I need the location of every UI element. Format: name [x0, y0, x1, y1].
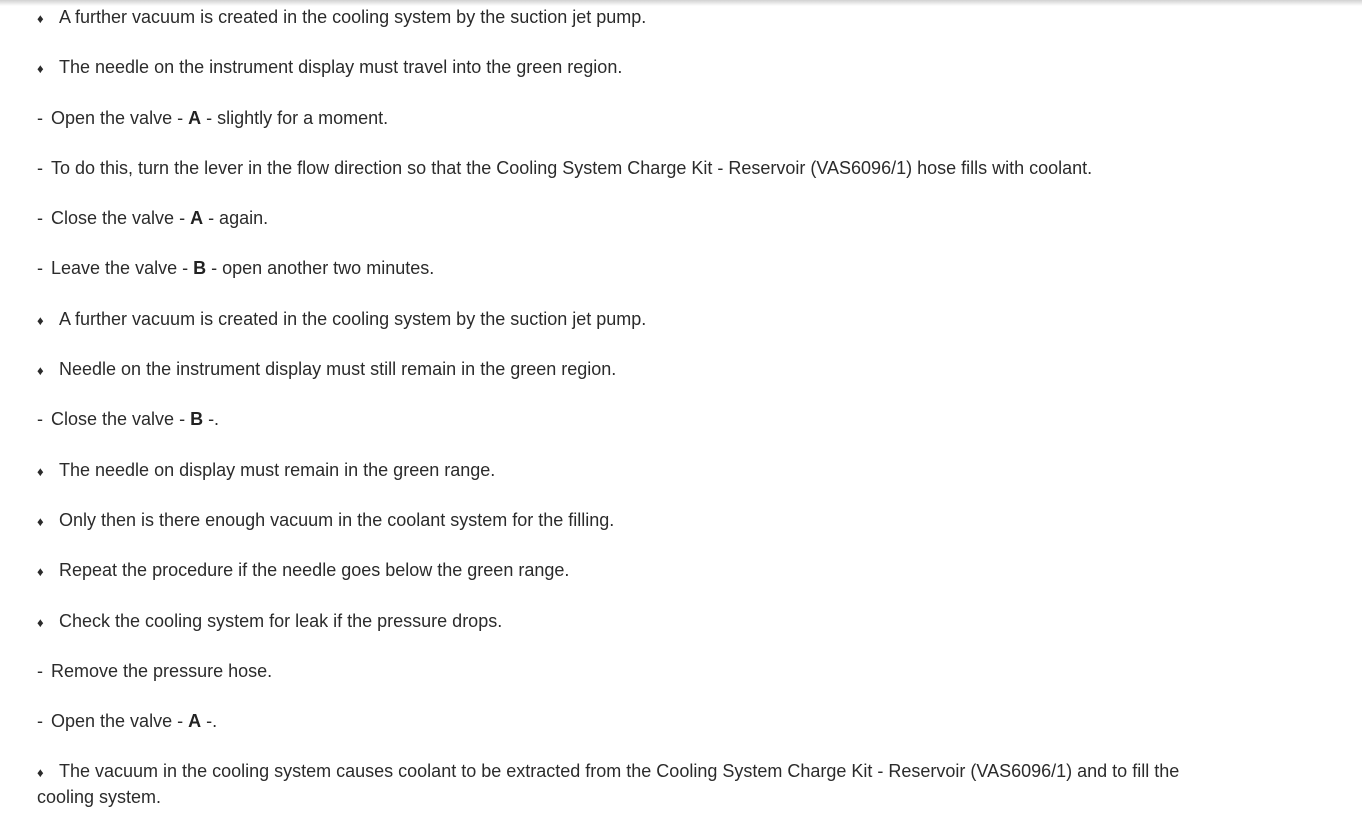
- item-text: The needle on the instrument display must travel into the green region.: [59, 57, 623, 78]
- step-item: [37, 659, 1237, 709]
- diamond-bullet-icon: ♦: [37, 513, 44, 529]
- step-text: - open another two minutes.: [206, 258, 435, 279]
- step-text: -.: [201, 711, 218, 732]
- step-text: - again.: [203, 208, 269, 229]
- item-text: Only then is there enough vacuum in the coolant system for the filling.: [59, 509, 615, 530]
- list-item: [37, 558, 1237, 608]
- list-item: [37, 357, 1237, 407]
- step-item: [37, 106, 1237, 156]
- step-text: Open the valve -: [51, 711, 189, 732]
- step-text: Close the valve -: [51, 409, 191, 430]
- valve-label: A: [188, 107, 202, 128]
- item-text: A further vacuum is created in the cooling system by the suction jet pump.: [59, 7, 647, 27]
- diamond-bullet-icon: ♦: [37, 11, 44, 26]
- valve-label: A: [188, 711, 202, 732]
- dash-marker: -: [37, 409, 43, 430]
- step-text: Remove the pressure hose.: [51, 660, 273, 681]
- step-item: [37, 156, 1237, 206]
- procedure-text: [37, 5, 1237, 810]
- step-text: Close the valve -: [51, 208, 191, 229]
- step-item: [37, 206, 1237, 256]
- list-item: [37, 5, 1237, 55]
- list-item: [37, 55, 1237, 105]
- dash-marker: -: [37, 711, 43, 732]
- dash-marker: -: [37, 157, 43, 178]
- list-item: [37, 508, 1237, 558]
- item-text: The vacuum in the cooling system causes coolant to be extracted from the Cooling System Charge Kit - Reservoir (VAS6096/1) and to fill the cooling system.: [37, 761, 1180, 808]
- diamond-bullet-icon: ♦: [37, 765, 44, 781]
- step-text: Open the valve -: [51, 107, 189, 128]
- diamond-bullet-icon: ♦: [37, 61, 44, 77]
- step-text: Leave the valve -: [51, 258, 194, 279]
- step-text: - slightly for a moment.: [201, 107, 389, 128]
- list-item: [37, 759, 1237, 810]
- dash-marker: -: [37, 208, 43, 229]
- diamond-bullet-icon: ♦: [37, 614, 44, 630]
- step-text: -.: [203, 409, 220, 430]
- list-item: [37, 458, 1237, 508]
- list-item: [37, 609, 1237, 659]
- diamond-bullet-icon: ♦: [37, 463, 44, 479]
- step-item: [37, 256, 1237, 306]
- diamond-bullet-icon: ♦: [37, 564, 44, 580]
- item-text: Needle on the instrument display must still remain in the green region.: [59, 359, 617, 380]
- step-item: [37, 407, 1237, 457]
- step-item: [37, 709, 1237, 759]
- valve-label: B: [190, 409, 204, 430]
- dash-marker: -: [37, 107, 43, 128]
- item-text: Check the cooling system for leak if the pressure drops.: [59, 610, 503, 631]
- diamond-bullet-icon: ♦: [37, 312, 44, 328]
- diamond-bullet-icon: ♦: [37, 363, 44, 379]
- item-text: A further vacuum is created in the cooling system by the suction jet pump.: [59, 308, 647, 329]
- dash-marker: -: [37, 660, 43, 681]
- item-text: The needle on display must remain in the green range.: [59, 459, 496, 480]
- step-text: To do this, turn the lever in the flow direction so that the Cooling System Charge Kit - Reservoir (VAS6096/1) hose fills with coolant.: [51, 157, 1093, 178]
- valve-label: B: [193, 258, 207, 279]
- dash-marker: -: [37, 258, 43, 279]
- valve-label: A: [190, 208, 204, 229]
- list-item: [37, 307, 1237, 357]
- item-text: Repeat the procedure if the needle goes below the green range.: [59, 560, 570, 581]
